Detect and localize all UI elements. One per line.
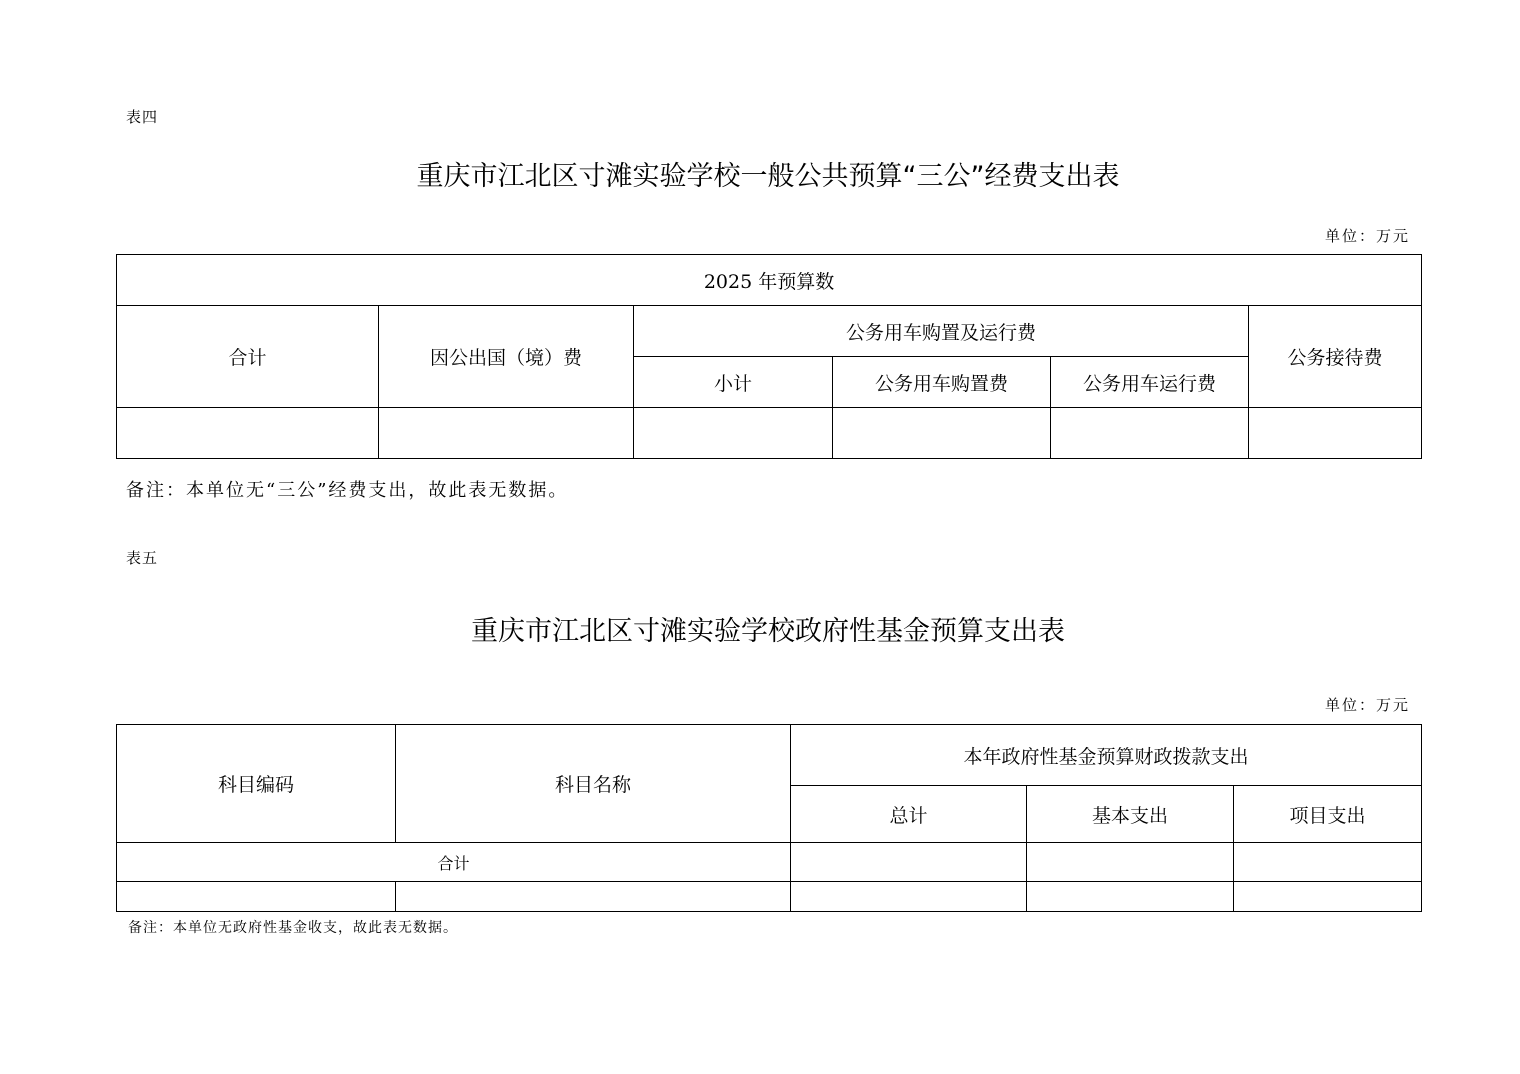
header-grand-total: 总计 [791,786,1027,843]
table-cell [791,882,1027,912]
header-subject-name: 科目名称 [396,725,791,843]
header-vehicle-group: 公务用车购置及运行费 [634,306,1249,357]
government-fund-expense-table [116,724,1422,912]
table4-title: 重庆市江北区寸滩实验学校一般公共预算“三公”经费支出表 [416,161,1120,192]
table-cell [833,408,1051,459]
table5-label: 表五 [126,549,159,567]
table-cell [1234,882,1422,912]
table-row [117,843,1422,882]
table-cell [634,408,833,459]
table-cell [379,408,634,459]
table-cell [1234,843,1422,882]
header-subject-code: 科目编码 [117,725,396,843]
table-cell [1027,882,1234,912]
table5-title: 重庆市江北区寸滩实验学校政府性基金预算支出表 [471,616,1065,647]
table-cell [117,882,396,912]
header-abroad-expense: 因公出国（境）费 [379,306,634,408]
table-row [117,882,1422,912]
table-row [117,408,1422,459]
table-cell [1027,843,1234,882]
header-vehicle-subtotal: 小计 [634,357,833,408]
table5-note: 备注：本单位无政府性基金收支，故此表无数据。 [128,920,458,936]
table4-unit: 单位：万元 [1324,227,1410,245]
header-total: 合计 [117,306,379,408]
table5-unit: 单位：万元 [1324,696,1410,714]
table-cell [396,882,791,912]
table4-note: 备注：本单位无“三公”经费支出，故此表无数据。 [126,480,569,501]
header-vehicle-operation: 公务用车运行费 [1051,357,1249,408]
total-row-label: 合计 [117,843,791,882]
table-cell [791,843,1027,882]
budget-year-header: 2025 年预算数 [117,255,1422,306]
table-cell [1051,408,1249,459]
header-vehicle-purchase: 公务用车购置费 [833,357,1051,408]
header-project-expense: 项目支出 [1234,786,1422,843]
header-fund-expense-group: 本年政府性基金预算财政拨款支出 [791,725,1422,786]
three-public-expenses-table [116,254,1422,459]
table-cell [117,408,379,459]
header-reception-expense: 公务接待费 [1249,306,1422,408]
table-cell [1249,408,1422,459]
table4-label: 表四 [126,108,159,126]
header-basic-expense: 基本支出 [1027,786,1234,843]
